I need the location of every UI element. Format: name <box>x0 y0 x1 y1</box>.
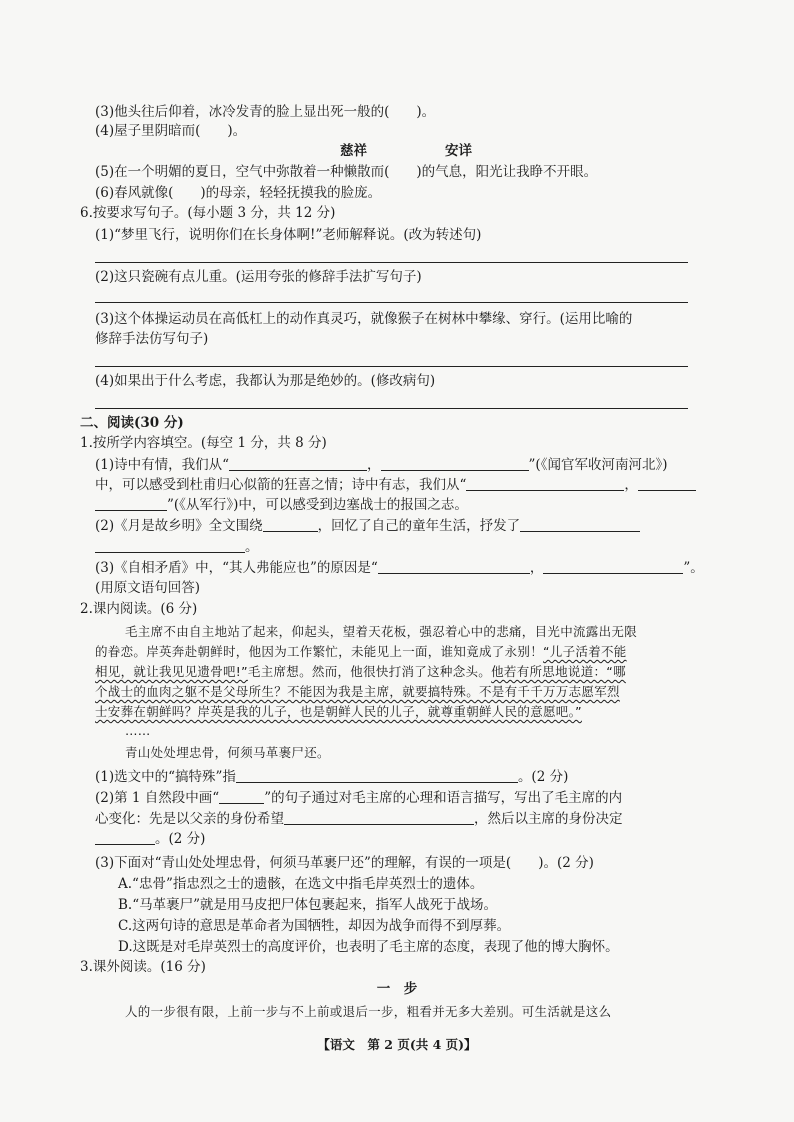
q5-item-3: (3)他头往后仰着，冰冷发青的脸上显出死一般的( )。 <box>95 104 436 120</box>
fill-blank[interactable] <box>284 810 474 825</box>
reading-q2-item3: (3)下面对“青山处处埋忠骨，何须马革裹尸还”的理解，有误的一项是( )。(2 分) <box>95 855 594 871</box>
q6-s4: (4)如果出于什么考虑，我都认为那是绝妙的。(修改病句) <box>95 373 436 389</box>
fill-blank[interactable] <box>219 789 264 804</box>
reading-q2-item2-end: 。(2 分) <box>95 830 205 848</box>
reading-q1-heading: 1.按所学内容填空。(每空 1 分，共 8 分) <box>80 435 327 451</box>
reading-q1-line5: 。 <box>95 538 259 556</box>
q5-item-5: (5)在一个明媚的夏日，空气中弥散着一种懒散而( )的气息，阳光让我睁不开眼。 <box>95 164 598 180</box>
essay-title: 一 步 <box>376 981 418 997</box>
fill-blank[interactable] <box>236 768 518 783</box>
fill-blank[interactable] <box>95 830 155 845</box>
q5-item-6: (6)春风就像( )的母亲，轻轻抚摸我的脸庞。 <box>95 185 382 201</box>
passage-line: 的眷恋。岸英奔赴朝鲜时，他因为工作繁忙，未能见上一面，谁知竟成了永别！“儿子活着不能 <box>95 644 627 659</box>
page-footer: 【语文 第 2 页(共 4 页)】 <box>317 1037 477 1052</box>
fill-blank[interactable] <box>466 476 624 491</box>
poem-line: 青山处处埋忠骨，何须马革裹尸还。 <box>125 745 330 760</box>
q6-s3-line2: 修辞手法仿写句子) <box>95 331 209 347</box>
ellipsis: …… <box>125 723 151 738</box>
passage-line: 士安葬在朝鲜吗？岸英是我的儿子，也是朝鲜人民的儿子，就尊重朝鲜人民的意愿吧。” <box>95 704 582 719</box>
fill-blank[interactable] <box>520 517 640 532</box>
reading-q2-item1: (1)选文中的“搞特殊”指 。(2 分) <box>95 769 569 785</box>
option-d[interactable]: D.这既是对毛岸英烈士的高度评价，也表明了毛主席的态度，表现了他的博大胸怀。 <box>118 939 619 955</box>
fill-blank[interactable] <box>263 517 318 532</box>
option-c[interactable]: C.这两句诗的意思是革命者为国牺牲，却因为战争而得不到厚葬。 <box>118 918 511 934</box>
fill-blank[interactable] <box>95 538 245 553</box>
reading-q2-item2-cont: 心变化：先是以父亲的身份希望 ，然后以主席的身份决定 <box>95 811 623 827</box>
option-b[interactable]: B.“马革裹尸”就是用马皮把尸体包裹起来，指军人战死于战场。 <box>118 897 498 913</box>
fill-blank[interactable] <box>543 559 683 574</box>
answer-line[interactable] <box>95 366 688 367</box>
fill-blank[interactable] <box>229 456 367 471</box>
fill-blank[interactable] <box>638 476 696 491</box>
section-2-title: 二、阅读(30 分) <box>80 415 184 431</box>
passage-line: 毛主席不由自主地站了起来，仰起头，望着天花板，强忍着心中的悲痛，目光中流露出无限 <box>125 624 638 639</box>
q6-s1: (1)“梦里飞行，说明你们在长身体啊!”老师解释说。(改为转述句) <box>95 227 482 243</box>
reading-q2-heading: 2.课内阅读。(6 分) <box>80 601 198 617</box>
fill-blank[interactable] <box>95 496 167 511</box>
answer-line[interactable] <box>95 408 688 409</box>
reading-q1-line7: (用原文语句回答) <box>95 580 201 596</box>
q5-word-2: 安详 <box>445 143 472 159</box>
q6-s3-line1: (3)这个体操运动员在高低杠上的动作真灵巧，就像猴子在树林中攀缘、穿行。(运用比喻的 <box>95 311 633 327</box>
q5-word-1: 慈祥 <box>340 143 367 159</box>
answer-line[interactable] <box>95 302 688 303</box>
option-a[interactable]: A.“忠骨”指忠烈之士的遗骸，在选文中指毛岸英烈士的遗体。 <box>118 876 484 892</box>
q5-item-4: (4)屋子里阴暗而( )。 <box>95 123 247 139</box>
reading-q2-item2: (2)第 1 自然段中画“ ”的句子通过对毛主席的心理和语言描写，写出了毛主席的内 <box>95 790 623 806</box>
reading-q1-line1: (1)诗中有情，我们从“ ， ”(《闻官军收河南河北》) <box>95 457 668 473</box>
fill-blank[interactable] <box>378 559 530 574</box>
reading-q1-line4: (2)《月是故乡明》全文围绕 ，回忆了自己的童年生活，抒发了 <box>95 517 640 535</box>
fill-blank[interactable] <box>381 456 529 471</box>
answer-line[interactable] <box>95 262 688 263</box>
passage-line: 人的一步很有限，上前一步与不上前或退后一步，粗看并无多大差别。可生活就是这么 <box>125 1004 612 1019</box>
passage-line: 个战士的血肉之躯不是父母所生？不能因为我是主席，就要搞特殊。不是有千千万万志愿军烈 <box>95 684 620 699</box>
reading-q3-heading: 3.课外阅读。(16 分) <box>80 959 206 975</box>
reading-q1-line3: ”(《从军行》)中，可以感受到边塞战士的报国之志。 <box>95 496 468 514</box>
reading-q1-line6: (3)《自相矛盾》中，“其人弗能应也”的原因是“ ， ”。 <box>95 560 704 576</box>
reading-q1-line2: 中，可以感受到杜甫归心似箭的狂喜之情；诗中有志，我们从“ ， <box>95 476 696 494</box>
q6-s2: (2)这只瓷碗有点儿重。(运用夸张的修辞手法扩写句子) <box>95 269 422 285</box>
passage-line: 相见，就让我见见遗骨吧!”毛主席想。然而，他很快打消了这种念头。他若有所思地说道：“哪 <box>95 664 626 679</box>
q6-heading: 6.按要求写句子。(每小题 3 分，共 12 分) <box>80 205 336 221</box>
